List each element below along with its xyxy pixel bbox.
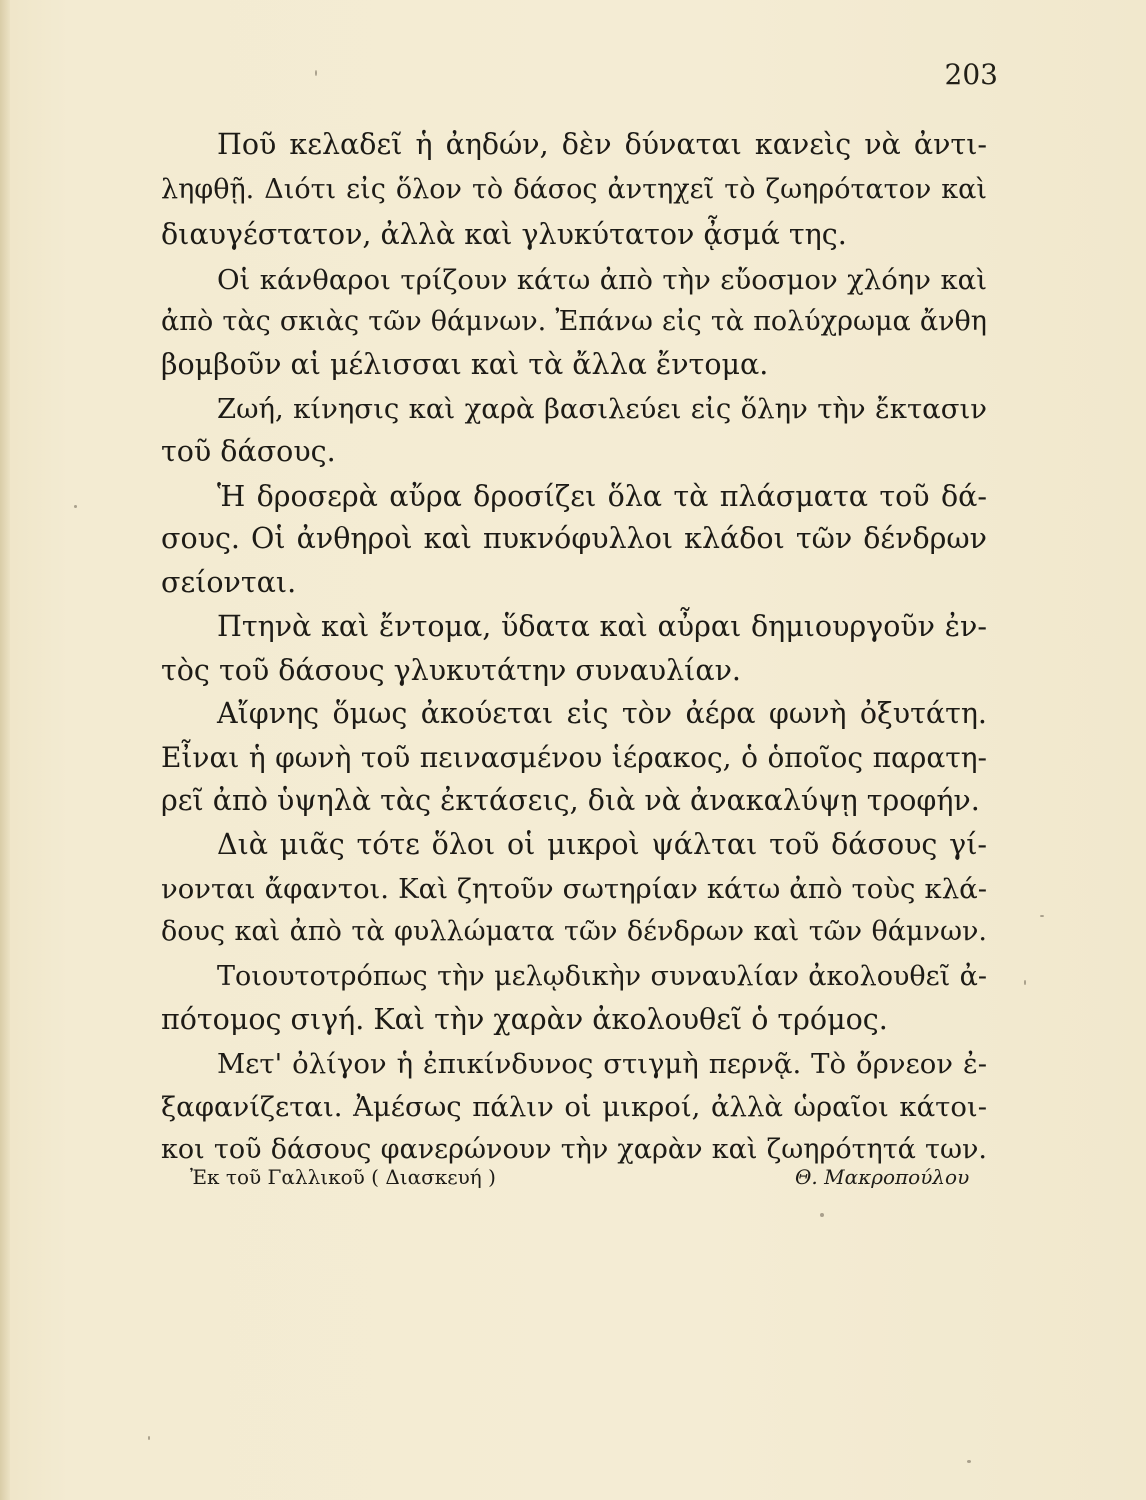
text-line: Πτηνὰ καὶ ἔντομα, ὕδατα καὶ αὖραι δημιουργοῦν ἐν- xyxy=(217,610,987,643)
text-line: Ζωή, κίνησις καὶ χαρὰ βασιλεύει εἰς ὅλην τὴν ἔκτασιν xyxy=(217,393,987,425)
text-line: ξαφανίζεται. Ἀμέσως πάλιν οἱ μικροί, ἀλλὰ ὡραῖοι κάτοι- xyxy=(161,1091,987,1123)
paper-speck xyxy=(1024,980,1026,985)
text-line: νονται ἄφαντοι. Καὶ ζητοῦν σωτηρίαν κάτω ἀπὸ τοὺς κλά- xyxy=(161,873,987,905)
text-line: κοι τοῦ δάσους φανερώνουν τὴν χαρὰν καὶ ζωηρότητά των. xyxy=(161,1134,987,1165)
paper-speck xyxy=(1040,915,1044,917)
paper-speck xyxy=(74,505,77,508)
text-line: Αἴφνης ὅμως ἀκούεται εἰς τὸν ἀέρα φωνὴ ὀξυτάτη. xyxy=(217,697,987,730)
text-line: διαυγέστατον, ἀλλὰ καὶ γλυκύτατον ᾆσμά της. xyxy=(161,218,847,251)
text-line: ἀπὸ τὰς σκιὰς τῶν θάμνων. Ἐπάνω εἰς τὰ πολύχρωμα ἄνθη xyxy=(161,306,987,337)
text-line: Τοιουτοτρόπως τὴν μελῳδικὴν συναυλίαν ἀκολουθεῖ ἀ- xyxy=(217,961,987,992)
text-line: Διὰ μιᾶς τότε ὅλοι οἱ μικροὶ ψάλται τοῦ δάσους γί- xyxy=(217,828,987,861)
text-line: πότομος σιγή. Καὶ τὴν χαρὰν ἀκολουθεῖ ὁ τρόμος. xyxy=(161,1003,888,1036)
text-line: ληφθῇ. Διότι εἰς ὅλον τὸ δάσος ἀντηχεῖ τὸ ζωηρότατον καὶ xyxy=(161,174,987,205)
text-line: Ἡ δροσερὰ αὔρα δροσίζει ὅλα τὰ πλάσματα τοῦ δά- xyxy=(217,480,987,513)
paper-speck xyxy=(967,1460,971,1463)
text-line: βομβοῦν αἱ μέλισσαι καὶ τὰ ἄλλα ἔντομα. xyxy=(161,348,769,381)
page-spine-shadow xyxy=(0,0,10,1500)
text-line: Ποῦ κελαδεῖ ἡ ἀηδών, δὲν δύναται κανεὶς νὰ ἀντι- xyxy=(217,128,987,161)
paper-speck xyxy=(315,70,317,76)
text-line: δους καὶ ἀπὸ τὰ φυλλώματα τῶν δένδρων καὶ τῶν θάμνων. xyxy=(161,916,987,947)
text-line: τὸς τοῦ δάσους γλυκυτάτην συναυλίαν. xyxy=(161,654,741,687)
text-line: Μετ' ὀλίγον ἡ ἐπικίνδυνος στιγμὴ περνᾷ. Τὸ ὄρνεον ἐ- xyxy=(217,1048,987,1080)
text-line: τοῦ δάσους. xyxy=(161,435,336,468)
page-number: 203 xyxy=(944,58,998,91)
paper-speck xyxy=(820,1213,824,1217)
text-line: ρεῖ ἀπὸ ὑψηλὰ τὰς ἐκτάσεις, διὰ νὰ ἀνακαλύψῃ τροφήν. xyxy=(161,784,980,817)
text-line: σους. Οἱ ἀνθηροὶ καὶ πυκνόφυλλοι κλάδοι τῶν δένδρων xyxy=(161,522,987,555)
text-line: Εἶναι ἡ φωνὴ τοῦ πεινασμένου ἱέρακος, ὁ ὁποῖος παρατη- xyxy=(161,741,987,774)
text-line: σείονται. xyxy=(161,566,297,599)
author-name: Θ. Μακροπούλου xyxy=(795,1165,970,1189)
source-credit: Ἐκ τοῦ Γαλλικοῦ ( Διασκευή ) xyxy=(190,1165,496,1189)
paper-speck xyxy=(148,1436,150,1440)
text-line: Οἱ κάνθαροι τρίζουν κάτω ἀπὸ τὴν εὔοσμον χλόην καὶ xyxy=(217,264,987,296)
